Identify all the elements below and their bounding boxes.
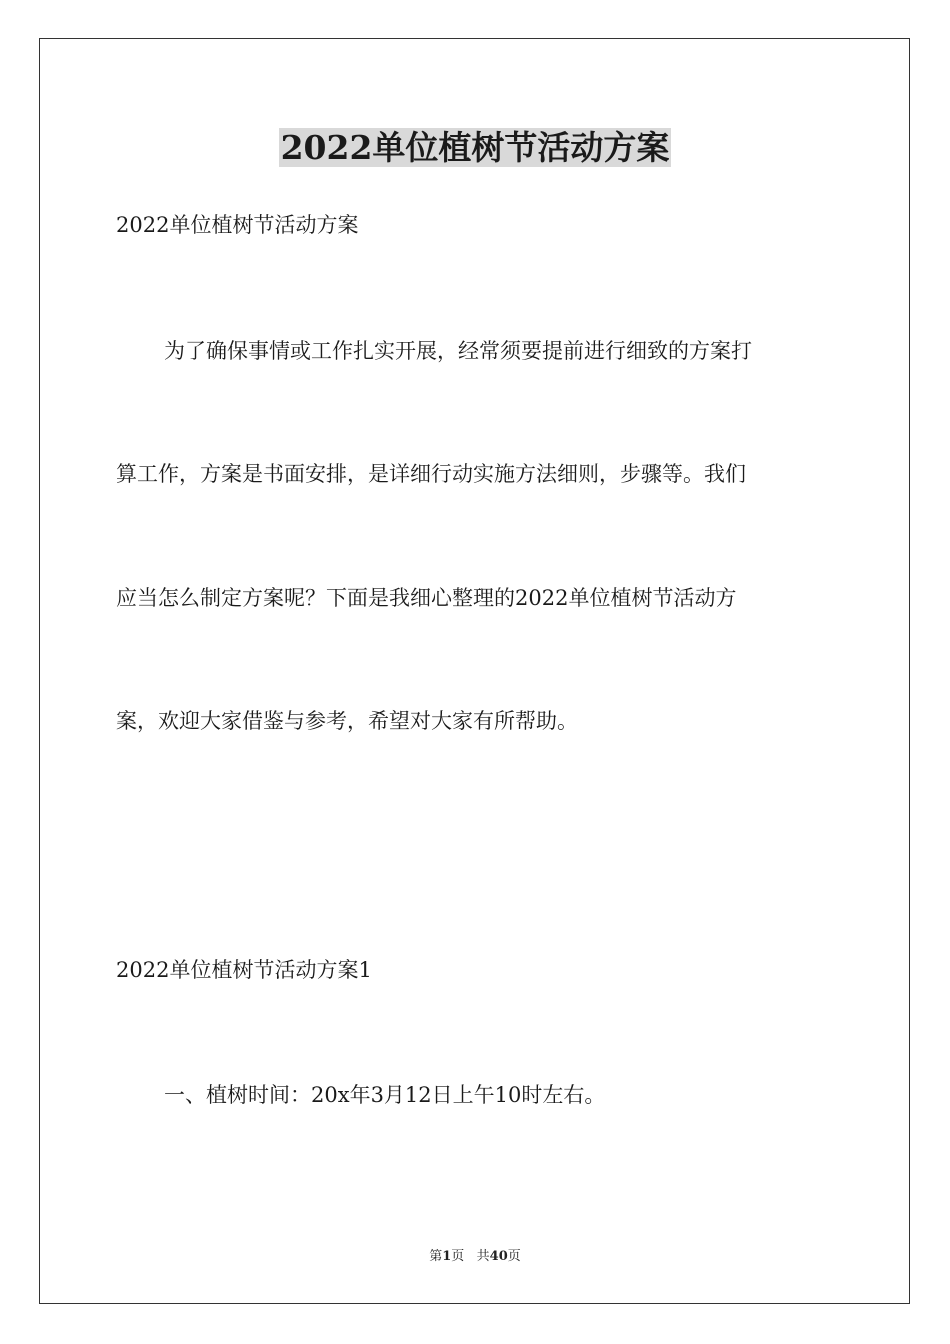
footer-page-total: 40 (489, 1249, 508, 1264)
intro-line-2: 算工作，方案是书面安排，是详细行动实施方法细则，步骤等。我们 (116, 462, 746, 486)
footer-page-suffix: 页 (507, 1249, 521, 1264)
document-subtitle: 2022单位植树节活动方案 (116, 213, 359, 237)
plan-item-1: 一、植树时间：20x年3月12日上午10时左右。 (164, 1083, 606, 1107)
intro-line-3: 应当怎么制定方案呢？下面是我细心整理的2022单位植树节活动方 (116, 586, 737, 610)
page-footer (0, 1248, 950, 1266)
footer-page-current: 1 (442, 1249, 452, 1264)
footer-page-middle: 页 共 (451, 1249, 490, 1264)
intro-line-4: 案，欢迎大家借鉴与参考，希望对大家有所帮助。 (116, 709, 578, 733)
section-heading: 2022单位植树节活动方案1 (116, 958, 372, 982)
document-title (0, 126, 950, 170)
intro-line-1: 为了确保事情或工作扎实开展，经常须要提前进行细致的方案打 (164, 339, 752, 363)
footer-page-prefix: 第 (429, 1249, 443, 1264)
document-title-text: 2022单位植树节活动方案 (280, 128, 670, 167)
